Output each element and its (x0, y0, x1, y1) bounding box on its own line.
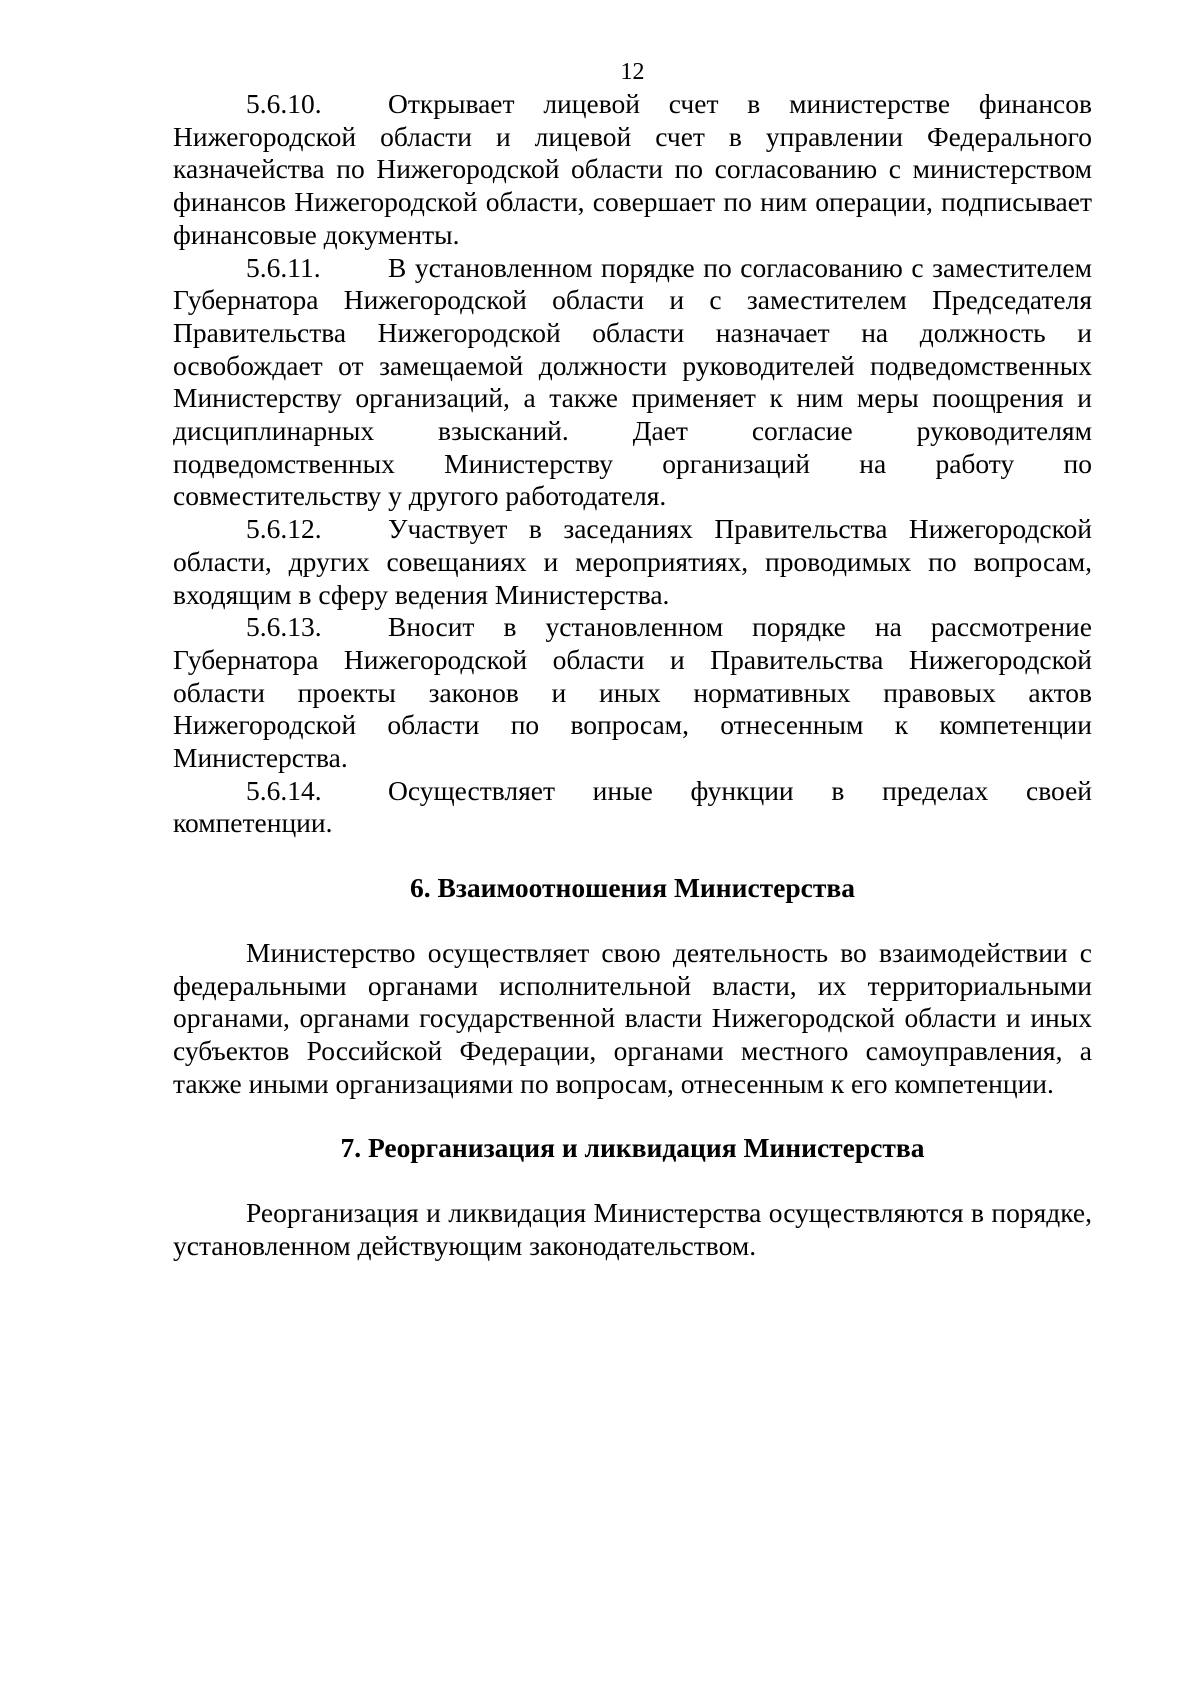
clause-number: 5.6.12. (246, 513, 322, 545)
clause-number: 5.6.10. (246, 88, 322, 119)
clause-number: 5.6.13. (246, 611, 322, 643)
section-7-text: Реорганизация и ликвидация Министерства осуществляются в порядке, установленном действующим законодательством. (173, 1197, 1092, 1261)
clause-number: 5.6.14. (246, 774, 322, 806)
clause-5-6-13 (173, 611, 1092, 775)
document-page (173, 56, 1092, 1263)
clause-5-6-12 (173, 513, 1092, 611)
section-6-text: Министерство осуществляет свою деятельность во взаимодействии с федеральными органами исполнительной власти, их территориальными органами, органами государственной власти Нижегородской области и иных субъектов Российской Федерации, органами местного самоуправления, а также иными организациями по вопросам, отнесенным к его компетенции. (173, 936, 1092, 1099)
section-6-heading: 6. Взаимоотношения Министерства (410, 872, 855, 904)
section-7-heading: 7. Реорганизация и ликвидация Министерства (340, 1132, 925, 1164)
clause-text: Вносит в установленном порядке на рассмотрение Губернатора Нижегородской области и Правительства Нижегородской области проекты законов и иных нормативных правовых актов Нижегородской области по вопросам, отнесенным к компетенции Министерства. (173, 611, 1092, 774)
clause-number: 5.6.11. (246, 251, 321, 283)
page-number: 12 (620, 59, 645, 85)
clause-text: Открывает лицевой счет в министерстве финансов Нижегородской области и лицевой счет в управлении Федерального казначейства по Нижегородской области по согласованию с министерством финансов Нижегородской области, совершает по ним операции, подписывает финансовые документы. (173, 88, 1092, 250)
clause-5-6-11 (173, 252, 1092, 514)
clause-5-6-14 (173, 775, 1092, 840)
clause-text: Участвует в заседаниях Правительства Нижегородской области, других совещаниях и мероприятиях, проводимых по вопросам, входящим в сферу ведения Министерства. (173, 513, 1092, 610)
clause-5-6-10 (173, 88, 1092, 252)
clause-text: В установленном порядке по согласованию с заместителем Губернатора Нижегородской области и с заместителем Председателя Правительства Нижегородской области назначает на должность и освобождает от замещаемой должности руководителей подведомственных Министерству организаций, а также применяет к ним меры поощрения и дисциплинарных взысканий. Дает согласие руководителям подведомственных Министерству организаций на работу по совместительству у другого работодателя. (173, 251, 1092, 512)
clause-text: Осуществляет иные функции в пределах своей компетенции. (173, 774, 1092, 839)
